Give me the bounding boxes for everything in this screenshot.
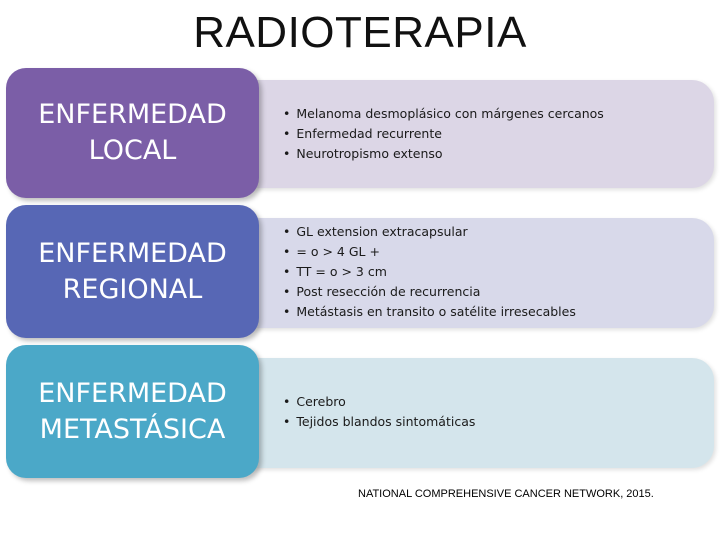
list-item: • Neurotropismo extenso bbox=[283, 144, 604, 164]
box-label-line2: REGIONAL bbox=[62, 273, 203, 305]
box-local bbox=[6, 68, 259, 198]
list-item: • GL extension extracapsular bbox=[283, 222, 576, 242]
box-label-line2: METASTÁSICA bbox=[39, 413, 226, 445]
row-local bbox=[6, 68, 714, 198]
list-item: • TT = o > 3 cm bbox=[283, 262, 576, 282]
box-regional bbox=[6, 205, 259, 338]
list-item: • Metástasis en transito o satélite irresecables bbox=[283, 302, 576, 322]
box-label-line1: ENFERMEDAD bbox=[38, 99, 227, 130]
row-metastasica bbox=[6, 345, 714, 478]
bullet-list-metastasica bbox=[283, 392, 475, 432]
list-item: • Melanoma desmoplásico con márgenes cercanos bbox=[283, 104, 604, 124]
page-title: RADIOTERAPIA bbox=[193, 8, 527, 57]
list-item: • Enfermedad recurrente bbox=[283, 124, 604, 144]
source-citation: NATIONAL COMPREHENSIVE CANCER NETWORK, 2015. bbox=[358, 488, 654, 500]
box-label-line1: ENFERMEDAD bbox=[38, 237, 227, 269]
box-label-line2: LOCAL bbox=[88, 135, 177, 166]
box-label-line1: ENFERMEDAD bbox=[38, 377, 227, 409]
bullet-list-local bbox=[283, 104, 604, 164]
list-item: • Cerebro bbox=[283, 392, 475, 412]
bullet-list-regional bbox=[283, 222, 576, 322]
list-item: • = o > 4 GL + bbox=[283, 242, 576, 262]
row-regional bbox=[6, 205, 714, 338]
list-item: • Post resección de recurrencia bbox=[283, 282, 576, 302]
list-item: • Tejidos blandos sintomáticas bbox=[283, 412, 475, 432]
box-metastasica bbox=[6, 345, 259, 478]
